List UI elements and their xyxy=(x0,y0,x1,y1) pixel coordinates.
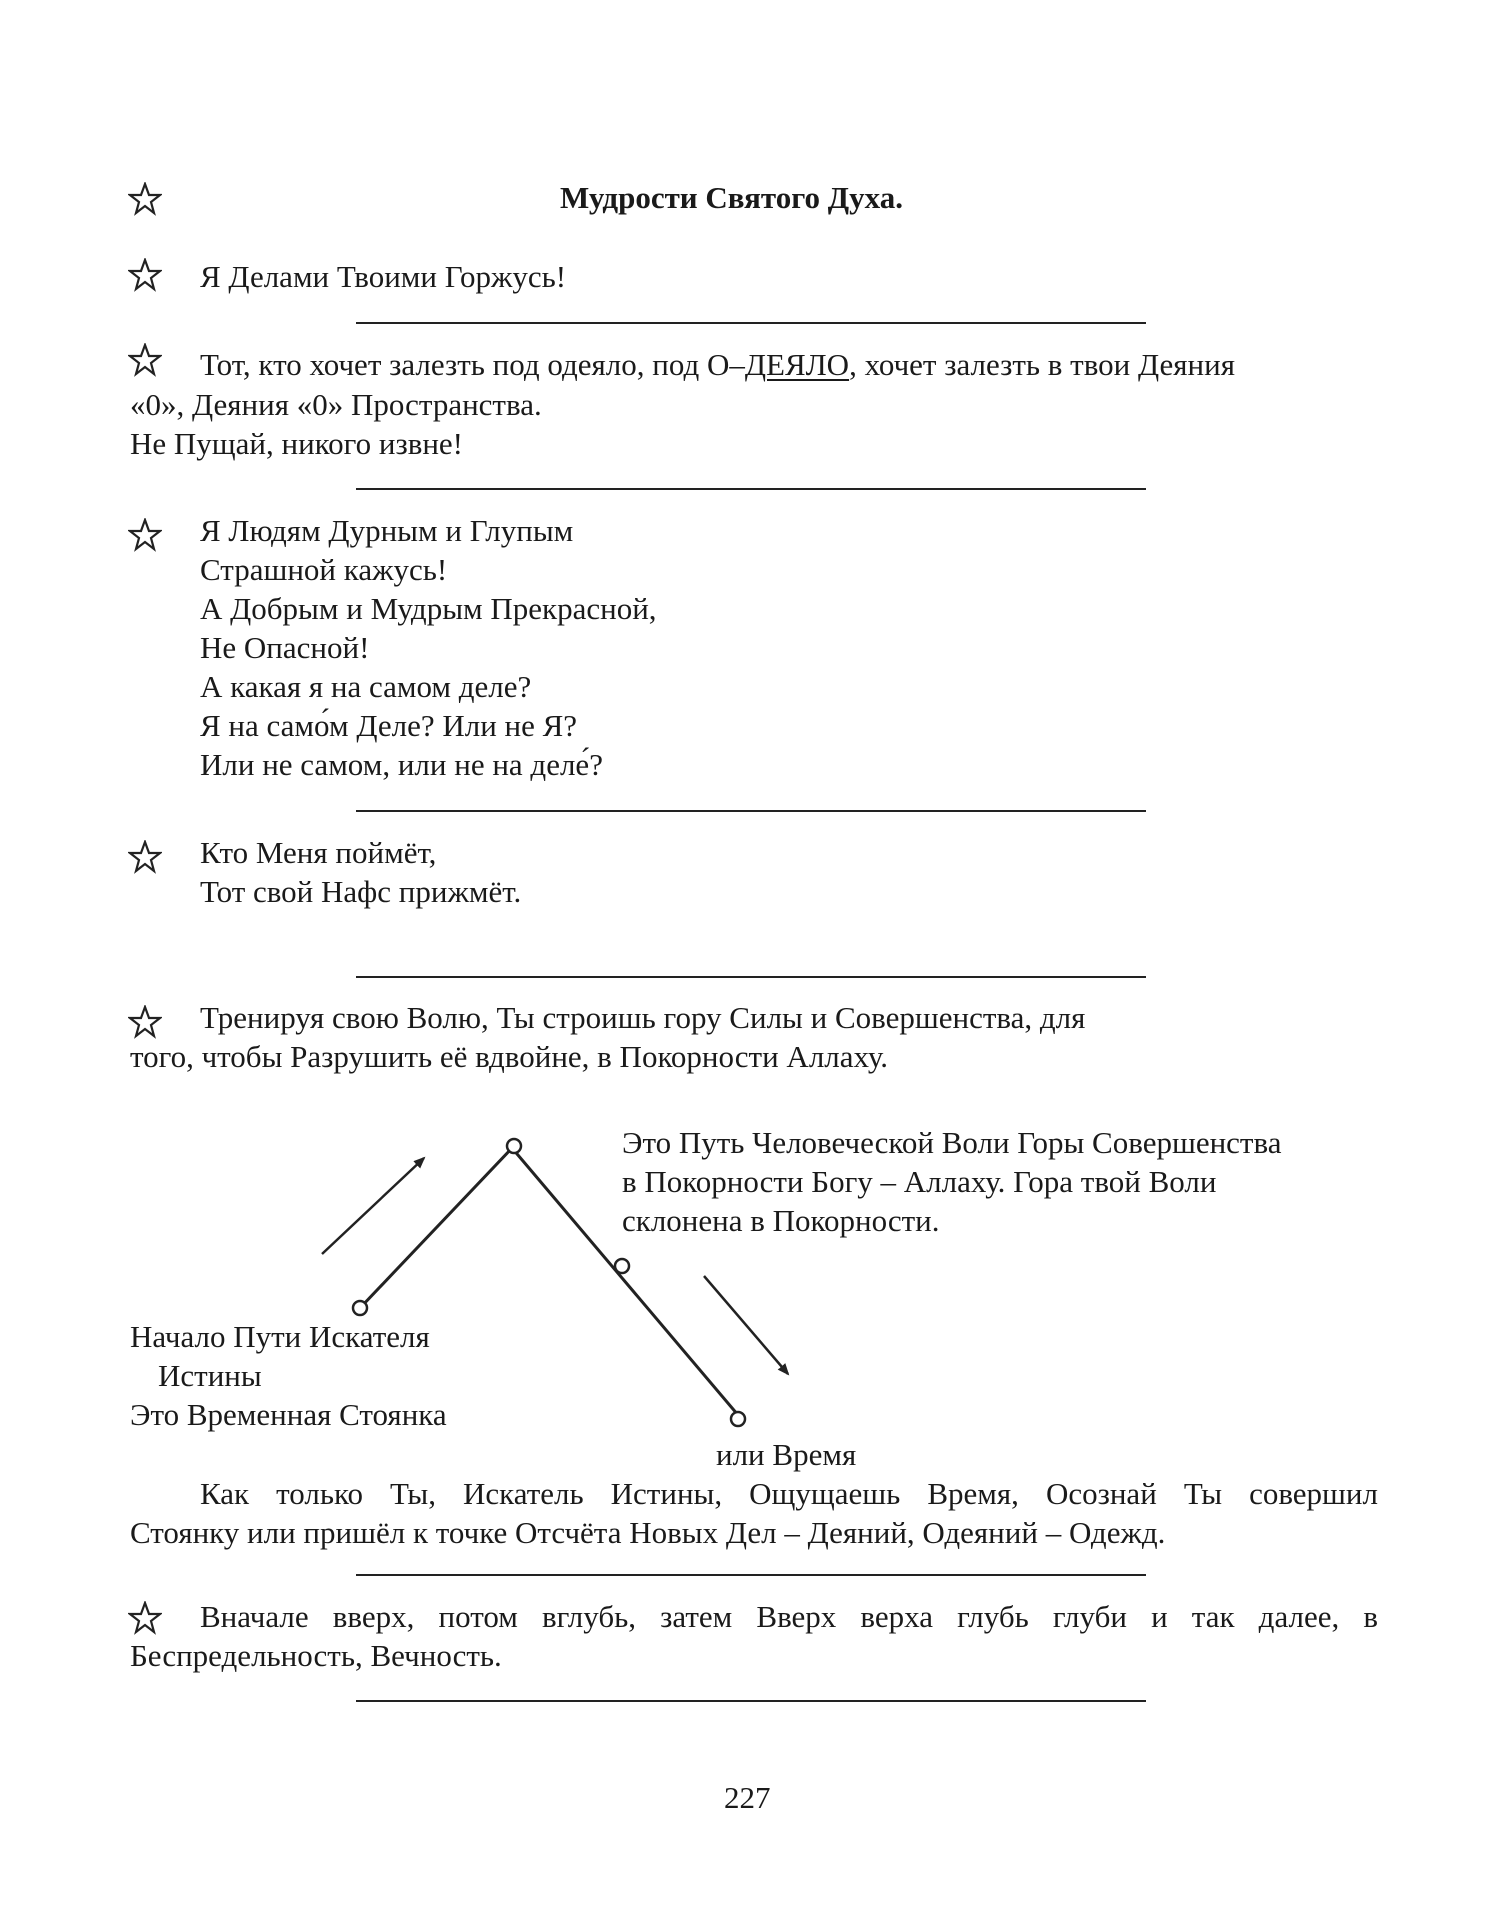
saying-6-line-2: Стоянку или пришёл к точке Отсчёта Новых Дел – Деяний, Одеяний – Одежд. xyxy=(130,1515,1166,1550)
page-title: Мудрости Святого Духа. xyxy=(560,180,903,215)
poem-line: Не Опасной! xyxy=(200,630,370,665)
diagram-left-text: Начало Пути Искателя xyxy=(130,1319,430,1354)
saying-2-line-2: «0», Деяния «0» Пространства. xyxy=(130,387,542,422)
poem-line: Страшной кажусь! xyxy=(200,552,448,587)
end-point xyxy=(731,1412,745,1426)
saying-7-line-1: Вначале вверх, потом вглубь, затем Вверх верха глубь глуби и так далее, в xyxy=(200,1599,1378,1634)
poem-line: Или не самом, или не на деле́? xyxy=(200,747,603,782)
saying-5-line-1: Тренируя свою Волю, Ты строишь гору Силы и Совершенства, для xyxy=(200,1000,1086,1035)
saying-7-line-2: Беспредельность, Вечность. xyxy=(130,1638,502,1673)
page-number: 227 xyxy=(724,1780,771,1815)
start-point xyxy=(353,1301,367,1315)
poem-line: Я на само́м Деле? Или не Я? xyxy=(200,708,578,743)
ascent-line xyxy=(360,1148,512,1308)
saying-2-line-3: Не Пущай, никого извне! xyxy=(130,426,464,461)
diagram-right-text: Это Путь Человеческой Воли Горы Совершенства xyxy=(622,1125,1282,1160)
saying-2-line-1: Тот, кто хочет залезть под одеяло, под О–ДЕЯЛО, хочет залезть в твои Деяния xyxy=(200,347,1235,382)
diagram-bottom-label: или Время xyxy=(716,1437,857,1472)
poem-line: Я Людям Дурным и Глупым xyxy=(200,513,574,548)
diagram-left-text: Истины xyxy=(158,1358,262,1393)
saying-5-line-2: того, чтобы Разрушить её вдвойне, в Покорности Аллаху. xyxy=(130,1039,888,1074)
down-arrow-icon xyxy=(704,1276,788,1374)
up-arrow-icon xyxy=(322,1158,424,1254)
poem-line: А какая я на самом деле? xyxy=(200,669,532,704)
diagram-right-text: склонена в Покорности. xyxy=(622,1203,940,1238)
saying-4-line-1: Кто Меня поймёт, xyxy=(200,835,437,870)
poem-line: А Добрым и Мудрым Прекрасной, xyxy=(200,591,657,626)
underlined-word: ДЕЯЛО xyxy=(744,347,850,382)
divider xyxy=(356,1574,1146,1576)
saying-4-line-2: Тот свой Нафс прижмёт. xyxy=(200,874,522,909)
peak-point xyxy=(507,1139,521,1153)
mid-point xyxy=(615,1259,629,1273)
saying-6-line-1: Как только Ты, Искатель Истины, Ощущаешь Время, Осознай Ты совершил xyxy=(200,1476,1378,1511)
diagram-right-text: в Покорности Богу – Аллаху. Гора твой Воли xyxy=(622,1164,1217,1199)
saying-1: Я Делами Твоими Горжусь! xyxy=(200,259,567,294)
divider xyxy=(356,1700,1146,1702)
diagram-left-text: Это Временная Стоянка xyxy=(130,1397,447,1432)
